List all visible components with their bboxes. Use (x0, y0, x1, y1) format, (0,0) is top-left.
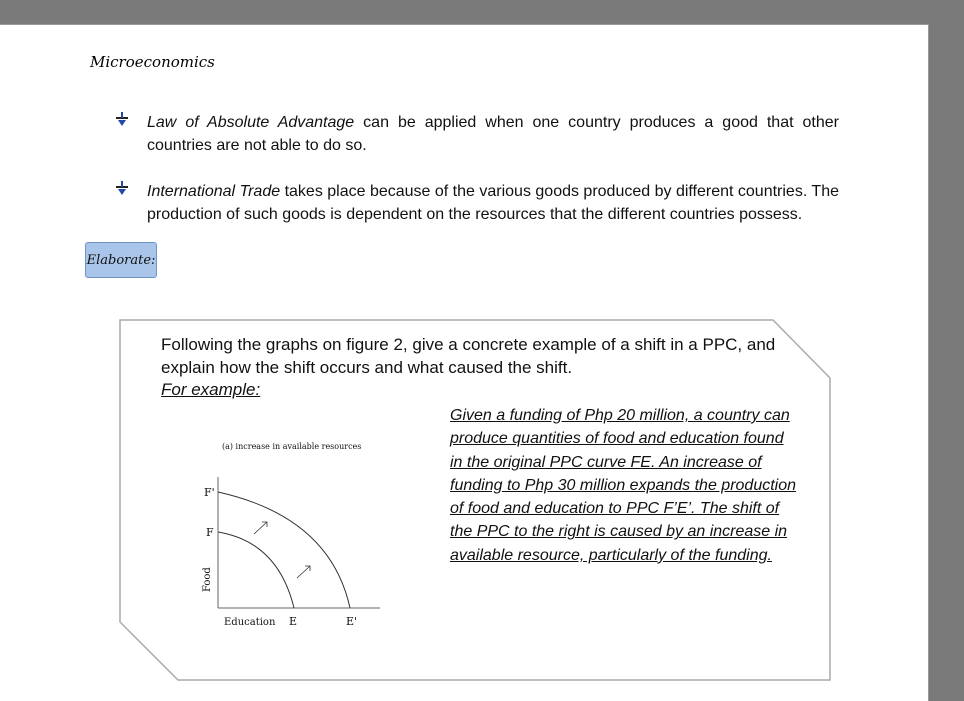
activity-instruction: Following the graphs on figure 2, give a concrete example of a shift in a PPC, and explain how the shift occurs and what caused the shift. (161, 335, 776, 377)
y-axis-label: Food (202, 567, 213, 592)
label-f: F (206, 526, 214, 539)
bullet-term: International Trade (147, 183, 281, 200)
bullet-term: Law of Absolute Advantage (147, 114, 355, 131)
scrollbar-track[interactable] (944, 0, 964, 700)
ppc-curve-fe-prime (218, 492, 350, 608)
example-label: For example: (161, 380, 261, 399)
x-axis-label: Education (224, 617, 276, 628)
shift-arrow-icon (297, 566, 310, 578)
ppc-curve-fe (218, 532, 294, 608)
graph-caption: (a) increase in available resources (222, 442, 362, 451)
page-header: Microeconomics (90, 53, 215, 71)
bullet-text: takes place because of the various goods produced by different countries. The production of such goods is dependent on the resources that the different countries possess. (147, 183, 839, 223)
ppc-shift-graph (190, 412, 400, 628)
label-f-prime: F' (204, 486, 215, 499)
elaborate-label: Elaborate: (85, 242, 157, 278)
label-e: E (289, 615, 298, 628)
label-e-prime: E' (346, 615, 358, 628)
shift-arrow-icon (254, 522, 267, 534)
example-answer: Given a funding of Php 20 million, a country can produce quantities of food and education found in the original PPC curve FE. An increase of funding to Php 30 million expands the production of food and education to PPC F’E’. The shift of the PPC to the right is caused by an increase in available resource, particularly of the funding. (450, 407, 797, 564)
bullet-text: can be applied when one country produces a good that other countries are not able to do so. (147, 114, 839, 154)
